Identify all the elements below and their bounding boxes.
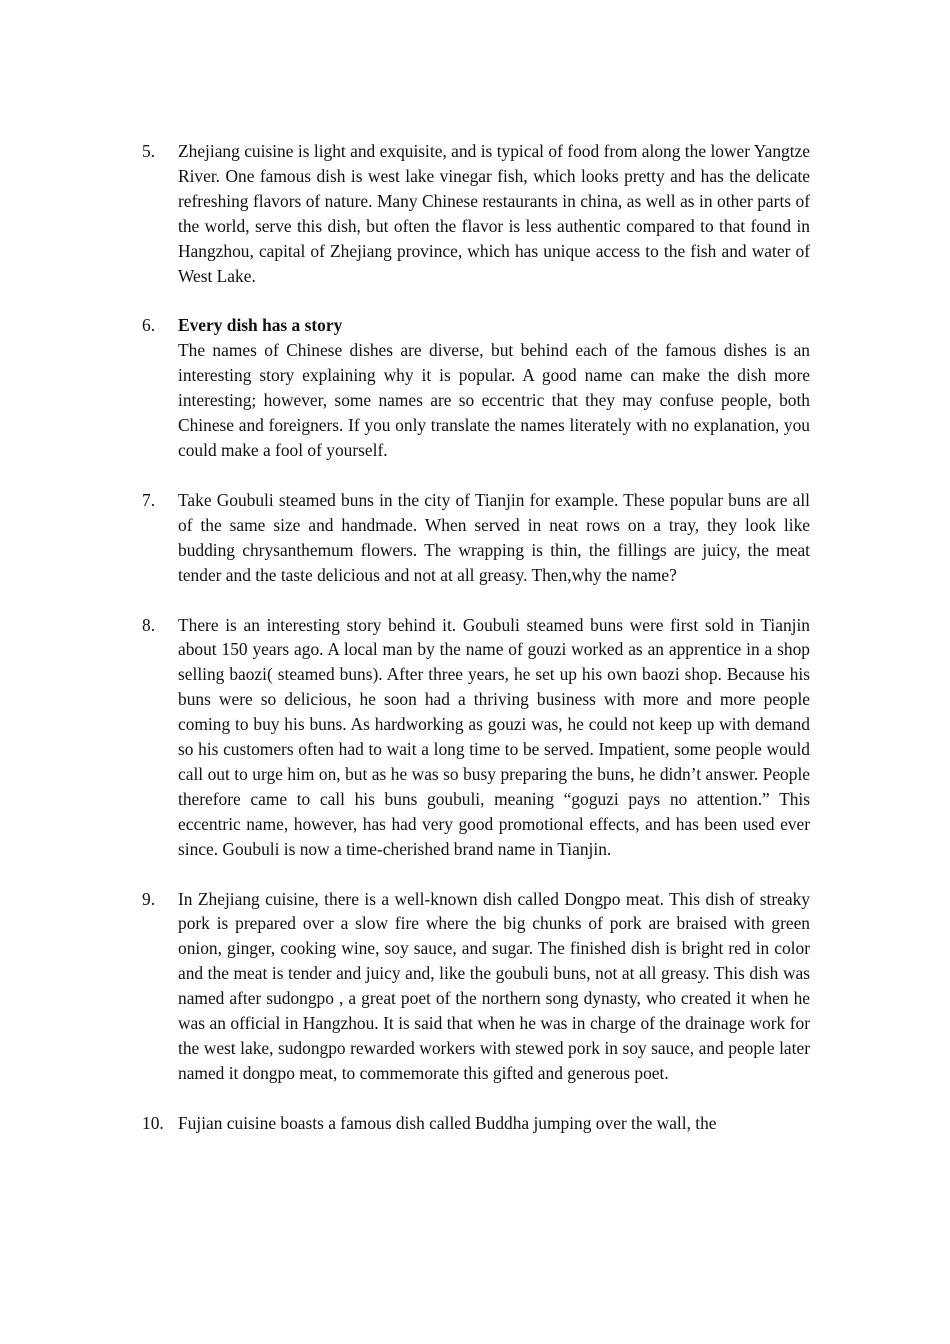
list-item-9 bbox=[142, 887, 810, 1086]
list-item-10 bbox=[142, 1111, 810, 1136]
list-item-5 bbox=[142, 139, 810, 288]
item-paragraph: Fujian cuisine boasts a famous dish called Buddha jumping over the wall, the bbox=[178, 1112, 717, 1133]
item-paragraph: In Zhejiang cuisine, there is a well-known dish called Dongpo meat. This dish of streaky pork is prepared over a slow fire where the big chunks of pork are braised with green onion, ginger, cooking wine, soy sauce, and sugar. The finished dish is bright red in color and the meat is tender and juicy and, like the goubuli buns, not at all greasy. This dish was named after sudongpo , a great poet of the northern song dynasty, who created it when he was an official in Hangzhou. It is said that when he was in charge of the drainage work for the west lake, sudongpo rewarded workers with stewed pork in soy sauce, and people later named it dongpo meat, to commemorate this gifted and generous poet. bbox=[178, 888, 810, 1083]
section-heading: Every dish has a story bbox=[178, 315, 343, 336]
item-number: 8. bbox=[142, 614, 156, 635]
item-paragraph: Zhejiang cuisine is light and exquisite, and is typical of food from along the lower Yangtze River. One famous dish is west lake vinegar fish, which looks pretty and has the delicate refreshing flavors of nature. Many Chinese restaurants in china, as well as in other parts of the world, serve this dish, but often the flavor is less authentic compared to that found in Hangzhou, capital of Zhejiang province, which has unique access to the fish and water of West Lake. bbox=[178, 141, 810, 286]
list-item-8 bbox=[142, 613, 810, 862]
list-item-7 bbox=[142, 488, 810, 588]
item-number: 10. bbox=[142, 1112, 164, 1133]
document-body bbox=[142, 139, 810, 1161]
item-paragraph: The names of Chinese dishes are diverse, but behind each of the famous dishes is an interesting story explaining why it is popular. A good name can make the dish more interesting; however, some names are so eccentric that they may confuse people, both Chinese and foreigners. If you only translate the names literately with no explanation, you could make a fool of yourself. bbox=[178, 340, 810, 460]
list-item-6 bbox=[142, 313, 810, 462]
item-paragraph: There is an interesting story behind it. Goubuli steamed buns were first sold in Tianjin about 150 years ago. A local man by the name of gouzi worked as an apprentice in a shop selling baozi( steamed buns). After three years, he set up his own baozi shop. Because his buns were so delicious, he soon had a thriving business with more and more people coming to buy his buns. As hardworking as gouzi was, he could not keep up with demand so his customers often had to wait a long time to be served. Impatient, some people would call out to urge him on, but as he was so busy preparing the buns, he didn’t answer. People therefore came to call his buns goubuli, meaning “goguzi pays no attention.” This eccentric name, however, has had very good promotional effects, and has been used ever since. Goubuli is now a time-cherished brand name in Tianjin. bbox=[178, 614, 810, 859]
item-number: 7. bbox=[142, 489, 156, 510]
item-number: 5. bbox=[142, 141, 156, 161]
item-paragraph: Take Goubuli steamed buns in the city of Tianjin for example. These popular buns are all of the same size and handmade. When served in neat rows on a tray, they look like budding chrysanthemum flowers. The wrapping is thin, the fillings are juicy, the meat tender and the taste delicious and not at all greasy. Then,why the name? bbox=[178, 489, 810, 585]
item-number: 6. bbox=[142, 315, 156, 336]
item-number: 9. bbox=[142, 888, 156, 909]
